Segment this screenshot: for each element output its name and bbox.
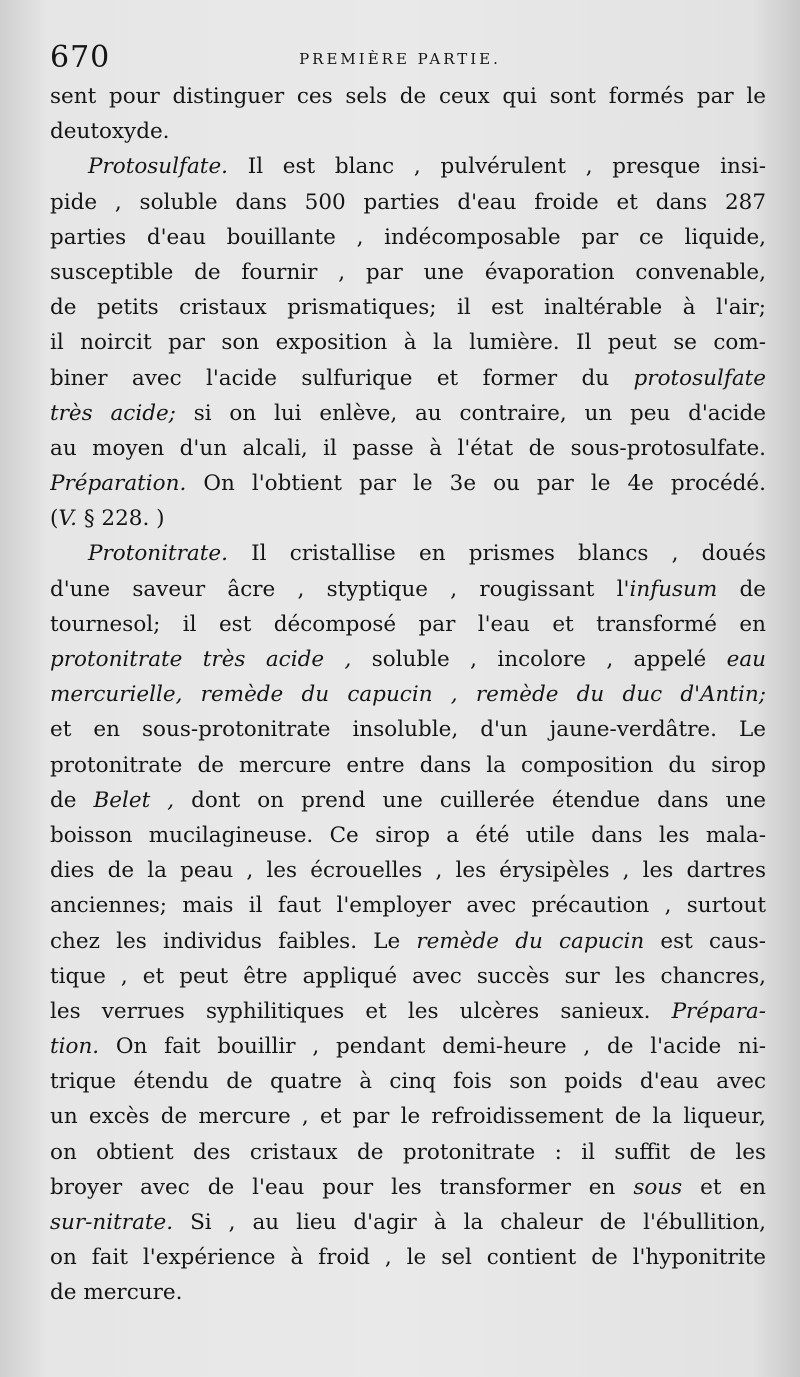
text-segment: il noircit par son exposition à la lumière. Il peut se com- [50,330,766,356]
italic-text: mercurielle, remède du capucin , remède du duc d'Antin; [50,682,766,708]
text-segment: biner avec l'acide sulfurique et former du [50,365,634,391]
text-segment: de [50,787,94,813]
text-segment: est caus- [644,928,766,954]
text-line [50,748,766,783]
italic-text: Prépara- [671,998,766,1024]
italic-text: sur-nitrate. [50,1210,174,1236]
text-segment: de mercure. [50,1280,183,1306]
text-segment: tournesol; il est décomposé par l'eau et transformé en [50,611,766,637]
text-line [50,642,766,677]
text-line [50,1205,766,1240]
text-line [50,1029,766,1064]
text-line [50,255,766,290]
text-segment: les verrues syphilitiques et les ulcères sanieux. [50,998,672,1024]
text-segment: chez les individus faibles. Le [50,928,417,954]
text-line [50,536,766,571]
text-segment: pide , soluble dans 500 parties d'eau froide et dans 287 [50,189,766,215]
italic-text: eau [726,647,766,673]
text-segment: de [717,576,766,602]
italic-text: remède du capucin [416,928,645,954]
text-line [50,677,766,712]
text-segment: au moyen d'un alcali, il passe à l'état de sous-protosulfate. [50,435,766,461]
text-segment: deutoxyde. [50,119,170,145]
italic-text: sous [633,1174,683,1200]
text-segment: un excès de mercure , et par le refroidissement de la liqueur, [50,1104,766,1130]
text-line [50,1099,766,1134]
text-line [50,361,766,396]
text-segment: On l'obtient par le 3e ou par le 4e procédé. [186,471,766,497]
running-title: PREMIÈRE PARTIE. [299,50,501,68]
text-line [50,607,766,642]
text-line [50,185,766,220]
text-segment: sent pour distinguer ces sels de ceux qui sont formés par le [50,84,766,109]
text-line [50,466,766,501]
text-line [50,501,766,536]
italic-text: Protonitrate. [88,541,228,567]
text-segment: Si , au lieu d'agir à la chaleur de l'ébullition, [173,1210,766,1236]
italic-text: Protosulfate. [88,154,229,180]
italic-text: protonitrate très acide , [50,647,352,673]
text-line [50,1064,766,1099]
text-line [50,1240,766,1275]
text-line [50,783,766,818]
text-segment: On fait bouillir , pendant demi-heure , de l'acide ni- [99,1034,766,1060]
italic-text: Belet , [93,787,175,813]
text-line [50,924,766,959]
text-segment: Il est blanc , pulvérulent , presque insi- [228,154,766,180]
text-line [50,572,766,607]
page-header [44,38,756,78]
text-line [50,1275,766,1310]
text-segment: et en [682,1174,766,1200]
text-segment: d'une saveur âcre , styptique , rougissant l' [50,576,630,602]
italic-text: V. [58,506,77,532]
text-segment: anciennes; mais il faut l'employer avec précaution , surtout [50,893,766,919]
italic-text: protosulfate [633,365,766,391]
text-segment: Il cristallise en prismes blancs , doués [227,541,766,567]
text-segment: ( [50,506,59,532]
text-line [50,888,766,923]
text-segment: de petits cristaux prismatiques; il est inaltérable à l'air; [50,295,766,321]
text-segment: susceptible de fournir , par une évaporation convenable, [50,259,766,285]
text-segment: tique , et peut être appliqué avec succès sur les chancres, [50,963,766,989]
text-segment: boisson mucilagineuse. Ce sirop a été utile dans les mala- [50,822,766,848]
text-segment: soluble , incolore , appelé [351,647,727,673]
page-number: 670 [50,40,111,75]
text-line [50,1135,766,1170]
text-segment: parties d'eau bouillante , indécomposable par ce liquide, [50,224,766,250]
text-line [50,853,766,888]
text-line [50,431,766,466]
text-line [50,396,766,431]
text-segment: on obtient des cristaux de protonitrate : il suffit de les [50,1139,766,1165]
text-segment: et en sous-protonitrate insoluble, d'un jaune-verdâtre. Le [50,717,766,743]
italic-text: tion. [50,1034,100,1060]
text-line [50,325,766,360]
body-text [50,79,766,1311]
text-line [50,818,766,853]
text-line [50,149,766,184]
text-line [50,1170,766,1205]
italic-text: très acide; [50,400,176,426]
text-line [50,290,766,325]
text-line [50,959,766,994]
text-segment: on fait l'expérience à froid , le sel contient de l'hyponitrite [50,1245,766,1271]
text-line [50,712,766,747]
text-segment: trique étendu de quatre à cinq fois son poids d'eau avec [50,1069,766,1095]
text-segment: protonitrate de mercure entre dans la composition du sirop [50,752,766,778]
text-line [50,114,766,149]
text-segment: si on lui enlève, au contraire, un peu d'acide [175,400,766,426]
text-segment: broyer avec de l'eau pour les transformer en [50,1174,634,1200]
italic-text: infusum [629,576,718,602]
text-segment: § 228. ) [77,506,165,532]
text-segment: dies de la peau , les écrouelles , les érysipèles , les dartres [50,858,766,884]
text-segment: dont on prend une cuillerée étendue dans une [174,787,766,813]
text-line [50,994,766,1029]
italic-text: Préparation. [50,471,187,497]
text-line [50,79,766,114]
text-line [50,220,766,255]
